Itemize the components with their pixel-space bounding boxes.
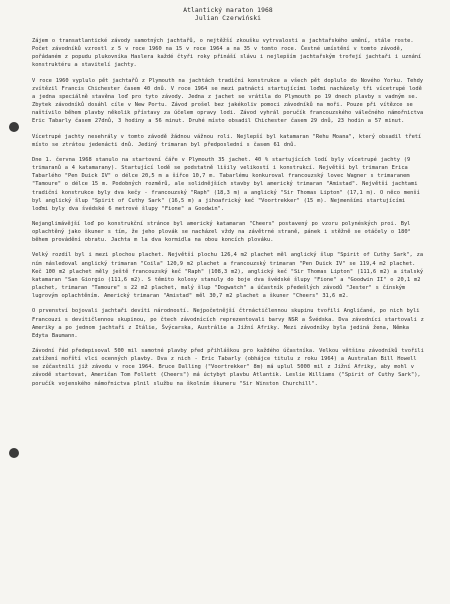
paragraph-6: Velký rozdíl byl i mezi plochou plachet. Největší plochu 126,4 m2 plachet měl anglický šlup "Spirit of Cuthy Sark", za ním následoval anglický trimaran "Coila" 120,9 m2 plachet a francouzský trimaran "Pen Duick IV" se 119,4 m2 plachet. Keč 100 m2 plachet měly ještě francouzský keč "Raph" (108,3 m2), anglický keč "Sir Thomas Lipton" (111,6 m2) a italský katamaran "San Giorgio (111,6 m2). S těmito kolosy stanuly do boje dva švédské šlupy "Fione" a "Goodwin II" o 20,1 m2 plachet, trimaran "Tamoure" s 22 m2 plachet, malý šlup "Dogwatch" a účastník předešlých závodů "Jester" s čínským lugrovým oplachtěním. Americký trimaran "Amistad" měl 30,7 m2 plachet a škuner "Cheers" 31,6 m2. xyxy=(32,252,424,300)
paragraph-1: Zájem o transatlantické závody samotných jachtařů, o nejtěžší zkoušku vytrvalosti a jachtařského umění, stále roste. Počet závodníků vzrostl z 5 v roce 1960 na 15 v roce 1964 a na 35 v tomto roce. Čestné umístění v tomto závodě, pořádaném z popudu plukovníka Haslera každé čtyři roky přináší slávu i nejlepším jachtařským trofejí jachtaři i uznání konstruktéru a stavitelí jachty. xyxy=(32,38,422,69)
paragraph-8: Závodní řád předepisoval 500 mil samotné plavby před přihláškou pro každého účastníka. Velkou většinu závodníků tvořili zatížení mořští vlci ocenných plavby. Dva z nich - Eric Tabarly (obhájce titulu z roku 1964) a Australan Bill Howell se zúčastnili již závodu v roce 1964. Bruce Dalling ("Voortrekker" 8m) má uplul 5000 mil z Jižní Afriky, aby mohl v závodě startovat, Američan Tom Follett (Cheers") má úctybyt plavbu Atlantik. Leslie Williams ("Spirit of Cuthy Sark"), poručík vojenského námořnictva plnil službu na školním škuneru "Sir Winston Churchill". xyxy=(32,348,424,387)
paragraph-5: Nejanglimávější loď po konstrukční stránce byl americký katamaran "Cheers" postavený po vzoru polynéských proi. Byl oplachtěný jako škuner s tím, že jeho plovák se nacházel vždy na závětrné straně, pánek i stěžně se otáčely o 180° během provádění obratu. Jachta m la dva kormidla na obou koncích plováku. xyxy=(32,220,411,244)
paragraph-7: O prvenství bojovali jachtaři devíti národností. Nejpočetnější čtrnáctičlennou skupinu tvořili Angličané, po nich byli Francouzi s devítičlennou skupinou, po čtech závodnících reprezentovali barvy NSR a Švédska. Dva závodníci startovali z Ameriky a po jednom jachtaři z Itálie, Švýcarska, Austrálie a Jižní Afriky. Mezi závodníky byla jediná žena, Němka Edyta Baumann. xyxy=(32,308,424,339)
document-author: Julian Czerwiński xyxy=(194,15,262,22)
paragraph-2: V roce 1960 vyplulo pět jachtařů z Plymouth na jachtách tradiční konstrukce a všech pět doplulo do Nového Yorku. Tehdy zvítězil Francis Chichester časem 40 dnů. V roce 1964 se mezi patnácti startujícími loďmi nacházely tři vícetrupé lodě a jedna speciálně stavěna loď pro tyto závody. Jedna z jachet se vrátila do Plymouth po 19 dnech plavby s vadným se. Zbytek závodníků dosáhl cíle v New Portu. Závod prošel bez jakékoliv pomoci závodníků na moři. Pouze při vítězce se naštívilo během plavby několik přístavy za účelem opravy lodi. Závod vyhrál poručík francouzského válečného námořnictva Eric Tabarly časem 27dnů, 3 hodiny a 56 minut. Druhé místo obsadil Chichester časem 29 dnů, 23 hodin a 57 minut. xyxy=(32,77,424,125)
title-block xyxy=(32,7,424,23)
paragraph-3: Vícetrupé jachty nesehrály v tomto závodě žádnou vážnou roli. Nejlepší byl katamaran "Rehu Moana", který obsadil třetí místo se ztrátou jedenácti dnů. Jediný trimaran byl předposlední s časem 61 dnů. xyxy=(32,133,422,148)
paragraph-4: Dne 1. června 1968 stanulo na startovní čáře v Plymouth 35 jachet. 40 % startujících lodí byly vícetrupé jachty (9 trimaranů a 4 katamarany). Startující lodě se podstatně lišily velikostí i konstrukcí. Největší byl trimaran Erica Tabarlého "Pen Duick IV" o délce 20,5 m a šířce 10,7 m. Tabarlému konkuroval francouzský lovec Wagner s trimaranem "Tamoure" o délce 15 m. Podobných rozměrů, ale solidnějších stavby byl americký trimaran "Amistad". Největší jachtami tradiční konstrukce byly dva kečy - francouzský "Raph" (18,3 m) a anglický "Sir Thomas Lipton" (17,1 m). O něco menší byl anglický šlup "Spirit of Cuthy Sark" (16,5 m) a jihoafrický keč "Voortrekker" (15 m). Nejmenšími startujícími loďmi byly dva švédské 6 metrové šlupy "Fione" a Goodwin". xyxy=(32,156,420,212)
document-title: Atlantický maraton 1968 xyxy=(183,7,273,14)
punch-hole-bottom xyxy=(9,448,19,458)
punch-hole-top xyxy=(9,122,19,132)
